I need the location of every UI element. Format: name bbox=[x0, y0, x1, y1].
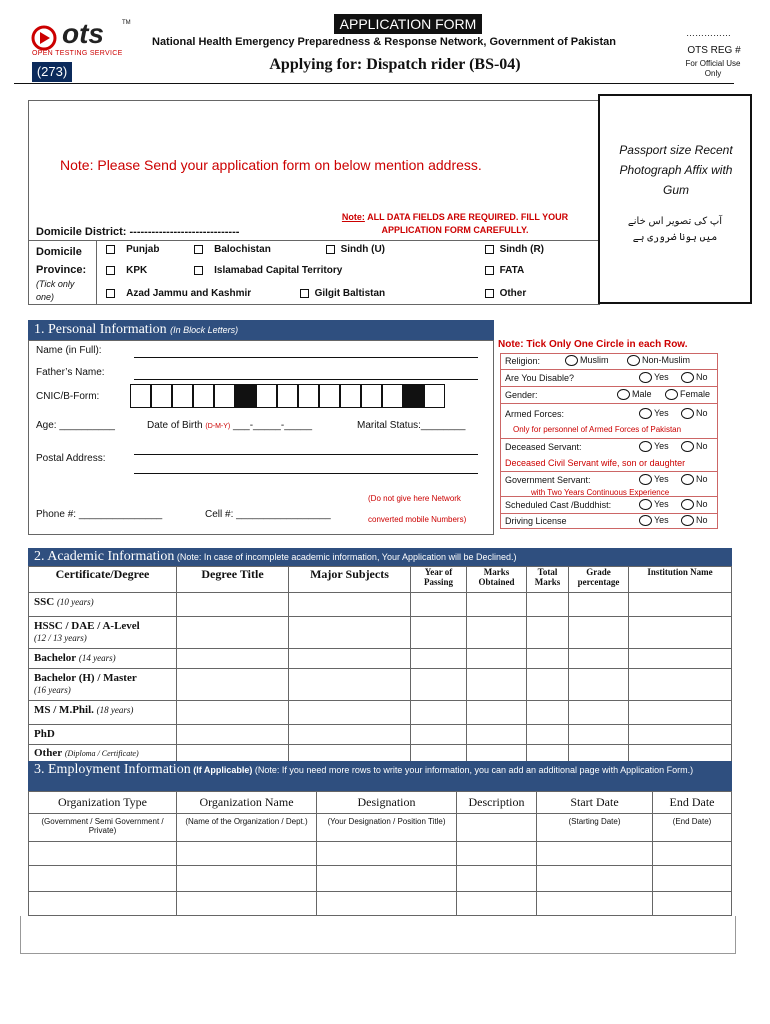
radio-circle[interactable] bbox=[565, 355, 578, 366]
province-option-balochistan[interactable] bbox=[194, 244, 271, 255]
degree-name: PhD bbox=[34, 728, 55, 740]
section-academic-header bbox=[28, 548, 732, 566]
option-label: Balochistan bbox=[214, 244, 271, 255]
table-cell[interactable] bbox=[569, 701, 629, 725]
degree-name: SSC bbox=[34, 596, 55, 608]
reg-dots: …………… bbox=[686, 28, 731, 38]
radio-circle[interactable] bbox=[639, 441, 652, 452]
table-cell[interactable] bbox=[569, 725, 629, 745]
table-cell[interactable] bbox=[629, 701, 732, 725]
table-cell[interactable] bbox=[527, 701, 569, 725]
armed-note: Only for personnel of Armed Forces of Pakistan bbox=[513, 425, 682, 434]
muslim-option[interactable] bbox=[565, 355, 609, 366]
degree-years: (12 / 13 years) bbox=[34, 633, 87, 643]
cnic-digit-box[interactable] bbox=[214, 384, 235, 408]
page-bottom-box bbox=[20, 916, 736, 954]
domicile-district[interactable]: Domicile District: ------------------------------ bbox=[36, 226, 240, 238]
photo-urdu-line1: آپ کی تصویر اس خانے bbox=[627, 216, 723, 227]
cnic-digit-box[interactable] bbox=[256, 384, 277, 408]
table-cell[interactable] bbox=[527, 593, 569, 617]
option-label: FATA bbox=[499, 265, 525, 276]
table-row[interactable] bbox=[29, 649, 732, 669]
table-cell[interactable] bbox=[289, 745, 411, 763]
checkbox[interactable] bbox=[485, 289, 494, 298]
radio-circle[interactable] bbox=[639, 408, 652, 419]
dob-field[interactable] bbox=[147, 420, 312, 431]
province-option-fata[interactable] bbox=[485, 265, 524, 276]
table-cell[interactable] bbox=[527, 725, 569, 745]
section-note: (Note: In case of incomplete academic information, Your Application will be Declined.) bbox=[174, 552, 517, 562]
cnic-digit-box[interactable] bbox=[382, 384, 403, 408]
table-cell[interactable] bbox=[537, 866, 653, 892]
name-field[interactable] bbox=[134, 346, 478, 358]
sub-end-date: (End Date) bbox=[653, 814, 732, 842]
form-code: (273) bbox=[32, 62, 72, 82]
cnic-digit-box[interactable] bbox=[151, 384, 172, 408]
col-year-passing: Year of Passing bbox=[411, 567, 467, 593]
table-cell[interactable] bbox=[177, 617, 289, 649]
province-option-kpk[interactable] bbox=[106, 265, 147, 276]
table-cell[interactable] bbox=[467, 593, 527, 617]
caste-row bbox=[501, 498, 717, 514]
section-applicable: (If Applicable) bbox=[190, 765, 253, 775]
table-cell[interactable] bbox=[317, 892, 457, 916]
row-label: Government Servant: bbox=[505, 475, 591, 485]
table-row[interactable] bbox=[29, 842, 732, 866]
checkbox[interactable] bbox=[194, 266, 203, 275]
radio-circle[interactable] bbox=[639, 474, 652, 485]
province-top-line bbox=[28, 240, 600, 241]
note-label: Note: bbox=[341, 212, 365, 222]
option-label: Yes bbox=[654, 372, 669, 382]
option-label: Female bbox=[680, 389, 711, 399]
applying-for: Applying for: Dispatch rider (BS-04) bbox=[269, 56, 521, 73]
radio-circle[interactable] bbox=[681, 372, 694, 383]
table-cell[interactable] bbox=[457, 866, 537, 892]
option-label: Muslim bbox=[580, 355, 609, 365]
network-note-1: (Do not give here Network bbox=[368, 494, 461, 503]
radio-circle[interactable] bbox=[681, 474, 694, 485]
yes-option[interactable] bbox=[639, 408, 669, 419]
province-option-punjab[interactable] bbox=[106, 244, 159, 255]
radio-circle[interactable] bbox=[639, 515, 652, 526]
photo-urdu-line2: میں ہونا ضروری ہے bbox=[632, 232, 718, 243]
row-label: Religion: bbox=[505, 356, 541, 366]
table-cell[interactable] bbox=[653, 842, 732, 866]
dob-label: Date of Birth bbox=[147, 420, 203, 431]
col-start-date: Start Date bbox=[537, 792, 653, 814]
yes-option[interactable] bbox=[639, 499, 669, 510]
checkbox[interactable] bbox=[300, 289, 309, 298]
option-label: Sindh (R) bbox=[499, 244, 544, 255]
male-option[interactable] bbox=[617, 389, 652, 400]
cnic-digit-box[interactable] bbox=[172, 384, 193, 408]
cnic-digit-box[interactable] bbox=[361, 384, 382, 408]
table-cell[interactable] bbox=[467, 669, 527, 701]
network-note-2: converted mobile Numbers) bbox=[368, 515, 467, 524]
table-cell[interactable] bbox=[527, 745, 569, 763]
row-label-cell bbox=[29, 669, 177, 701]
option-label: No bbox=[696, 474, 708, 484]
ots-logo bbox=[30, 18, 130, 60]
cnic-digit-box[interactable] bbox=[277, 384, 298, 408]
employment-table bbox=[28, 791, 732, 916]
age-field[interactable]: Age: __________ bbox=[36, 420, 115, 431]
cnic-digit-box[interactable] bbox=[193, 384, 214, 408]
radio-circle[interactable] bbox=[639, 372, 652, 383]
option-label: Male bbox=[632, 389, 652, 399]
table-row[interactable] bbox=[29, 866, 732, 892]
table-cell[interactable] bbox=[629, 617, 732, 649]
row-label-cell bbox=[29, 593, 177, 617]
col-certificate: Certificate/Degree bbox=[29, 567, 177, 593]
table-cell[interactable] bbox=[629, 745, 732, 763]
option-label: Yes bbox=[654, 499, 669, 509]
deceased-note: Deceased Civil Servant wife, son or daughter bbox=[505, 458, 686, 468]
table-row[interactable] bbox=[29, 701, 732, 725]
degree-name: Bachelor (H) / Master bbox=[34, 672, 137, 684]
col-major-subjects: Major Subjects bbox=[289, 567, 411, 593]
logo-tagline: OPEN TESTING SERVICE bbox=[32, 50, 123, 57]
no-option[interactable] bbox=[681, 515, 708, 526]
data-required-note bbox=[320, 211, 590, 237]
col-end-date: End Date bbox=[653, 792, 732, 814]
table-cell[interactable] bbox=[289, 669, 411, 701]
table-cell[interactable] bbox=[527, 649, 569, 669]
license-row bbox=[501, 514, 717, 530]
col-degree-title: Degree Title bbox=[177, 567, 289, 593]
row-label: Scheduled Cast /Buddhist: bbox=[505, 500, 612, 510]
table-cell[interactable] bbox=[411, 617, 467, 649]
table-cell[interactable] bbox=[653, 892, 732, 916]
form-title: APPLICATION FORM bbox=[334, 14, 482, 34]
row-label: Deceased Servant: bbox=[505, 442, 582, 452]
tick-panel bbox=[500, 353, 718, 529]
ots-reg-label: OTS REG # bbox=[687, 45, 741, 56]
section-title: 1. Personal Information bbox=[34, 322, 167, 337]
radio-circle[interactable] bbox=[681, 441, 694, 452]
table-cell[interactable] bbox=[289, 649, 411, 669]
radio-circle[interactable] bbox=[681, 515, 694, 526]
degree-name: MS / M.Phil. bbox=[34, 704, 94, 716]
logo-tm: TM bbox=[122, 20, 131, 26]
no-option[interactable] bbox=[681, 441, 708, 452]
province-option-ajk[interactable] bbox=[106, 288, 251, 299]
table-cell[interactable] bbox=[629, 593, 732, 617]
section-sub: (In Block Letters) bbox=[170, 325, 239, 335]
table-cell[interactable] bbox=[467, 725, 527, 745]
sub-org-type: (Government / Semi Government / Private) bbox=[29, 814, 177, 842]
table-cell[interactable] bbox=[317, 866, 457, 892]
table-cell[interactable] bbox=[317, 842, 457, 866]
table-cell[interactable] bbox=[467, 649, 527, 669]
province-option-sindh-r[interactable] bbox=[485, 244, 544, 255]
armed-row bbox=[501, 405, 717, 439]
col-org-name: Organization Name bbox=[177, 792, 317, 814]
row-label: Driving License bbox=[505, 516, 567, 526]
father-label: Father’s Name: bbox=[36, 367, 105, 378]
radio-circle[interactable] bbox=[627, 355, 640, 366]
header-rule bbox=[14, 83, 734, 84]
table-cell[interactable] bbox=[467, 745, 527, 763]
table-cell[interactable] bbox=[467, 701, 527, 725]
degree-years: (Diploma / Certificate) bbox=[64, 749, 139, 758]
table-cell[interactable] bbox=[527, 669, 569, 701]
address-note: Note: Please Send your application form on below mention address. bbox=[60, 157, 482, 173]
table-cell[interactable] bbox=[289, 725, 411, 745]
table-cell[interactable] bbox=[29, 866, 177, 892]
option-label: Yes bbox=[654, 408, 669, 418]
table-cell[interactable] bbox=[289, 593, 411, 617]
row-label-cell bbox=[29, 745, 177, 763]
section-title: 2. Academic Information bbox=[34, 549, 175, 564]
table-cell[interactable] bbox=[411, 701, 467, 725]
table-cell[interactable] bbox=[467, 617, 527, 649]
table-cell[interactable] bbox=[29, 892, 177, 916]
table-cell[interactable] bbox=[177, 669, 289, 701]
option-label: Sindh (U) bbox=[340, 244, 385, 255]
radio-circle[interactable] bbox=[639, 499, 652, 510]
checkbox[interactable] bbox=[485, 245, 494, 254]
table-cell[interactable] bbox=[653, 866, 732, 892]
section-personal-header bbox=[28, 320, 494, 340]
checkbox[interactable] bbox=[106, 289, 115, 298]
province-option-other[interactable] bbox=[485, 288, 526, 299]
tick-only-note: (Tick only one) bbox=[36, 279, 75, 302]
cnic-digit-box[interactable] bbox=[130, 384, 151, 408]
note-text: ALL DATA FIELDS ARE REQUIRED. FILL YOUR APPLICATION FORM CAREFULLY. bbox=[364, 212, 569, 235]
photo-box[interactable] bbox=[598, 94, 752, 304]
no-option[interactable] bbox=[681, 372, 708, 383]
deceased-row bbox=[501, 440, 717, 472]
table-cell[interactable] bbox=[569, 593, 629, 617]
row-label: Gender: bbox=[505, 390, 538, 400]
employment-subheader-row bbox=[29, 814, 732, 842]
col-description: Description bbox=[457, 792, 537, 814]
province-option-gb[interactable] bbox=[300, 288, 385, 299]
cnic-separator bbox=[403, 384, 424, 408]
degree-years: (10 years) bbox=[56, 597, 94, 607]
academic-header-row bbox=[29, 567, 732, 593]
dob-format: (D-M-Y) bbox=[205, 423, 231, 430]
option-label: No bbox=[696, 441, 708, 451]
table-row[interactable] bbox=[29, 892, 732, 916]
table-cell[interactable] bbox=[569, 669, 629, 701]
col-designation: Designation bbox=[317, 792, 457, 814]
table-row[interactable] bbox=[29, 669, 732, 701]
cnic-digit-box[interactable] bbox=[340, 384, 361, 408]
row-label-cell bbox=[29, 701, 177, 725]
province-label-2: Province: bbox=[36, 264, 87, 276]
yes-option[interactable] bbox=[639, 474, 669, 485]
col-marks-obtained: Marks Obtained bbox=[467, 567, 527, 593]
marital-status-field[interactable]: Marital Status:________ bbox=[357, 420, 466, 431]
row-label-cell bbox=[29, 617, 177, 649]
table-cell[interactable] bbox=[537, 842, 653, 866]
logo-mark-icon bbox=[30, 24, 60, 52]
table-cell[interactable] bbox=[629, 649, 732, 669]
province-option-sindh-u[interactable] bbox=[326, 244, 385, 255]
table-cell[interactable] bbox=[177, 725, 289, 745]
disable-row bbox=[501, 371, 717, 387]
option-label: No bbox=[696, 372, 708, 382]
yes-option[interactable] bbox=[639, 515, 669, 526]
phone-field[interactable]: Phone #: _______________ bbox=[36, 509, 163, 520]
table-cell[interactable] bbox=[629, 725, 732, 745]
postal-label: Postal Address: bbox=[36, 453, 106, 464]
academic-table bbox=[28, 566, 732, 763]
option-label: Yes bbox=[654, 474, 669, 484]
row-label: Are You Disable? bbox=[505, 373, 575, 383]
religion-row bbox=[501, 354, 717, 370]
govt-row bbox=[501, 473, 717, 497]
option-label: No bbox=[696, 515, 708, 525]
option-label: Gilgit Baltistan bbox=[314, 288, 386, 299]
dob-blank: ___-_____-_____ bbox=[233, 420, 313, 431]
table-cell[interactable] bbox=[527, 617, 569, 649]
checkbox[interactable] bbox=[326, 245, 335, 254]
checkbox[interactable] bbox=[106, 245, 115, 254]
checkbox[interactable] bbox=[194, 245, 203, 254]
cnic-boxes[interactable] bbox=[130, 384, 445, 408]
table-cell[interactable] bbox=[569, 649, 629, 669]
org-name: National Health Emergency Preparedness & Response Network, Government of Pakistan bbox=[152, 36, 616, 48]
cnic-label: CNIC/B-Form: bbox=[36, 391, 100, 402]
sub-start-date: (Starting Date) bbox=[537, 814, 653, 842]
name-label: Name (in Full): bbox=[36, 345, 102, 356]
checkbox[interactable] bbox=[485, 266, 494, 275]
father-field[interactable] bbox=[134, 368, 478, 380]
tick-note: Note: Tick Only One Circle in each Row. bbox=[498, 339, 688, 350]
option-label: Azad Jammu and Kashmir bbox=[126, 288, 252, 299]
degree-years: (16 years) bbox=[34, 685, 71, 695]
col-institution: Institution Name bbox=[629, 567, 732, 593]
table-cell[interactable] bbox=[177, 842, 317, 866]
table-row[interactable] bbox=[29, 725, 732, 745]
cnic-digit-box[interactable] bbox=[319, 384, 340, 408]
table-row[interactable] bbox=[29, 745, 732, 763]
option-label: Yes bbox=[654, 515, 669, 525]
yes-option[interactable] bbox=[639, 441, 669, 452]
radio-circle[interactable] bbox=[665, 389, 678, 400]
nonmuslim-option[interactable] bbox=[627, 355, 690, 366]
province-option-ict[interactable] bbox=[194, 265, 342, 276]
table-cell[interactable] bbox=[177, 701, 289, 725]
section-employment-header bbox=[28, 761, 732, 791]
table-cell[interactable] bbox=[569, 745, 629, 763]
official-use-label: For Official Use Only bbox=[685, 59, 741, 78]
col-org-type: Organization Type bbox=[29, 792, 177, 814]
degree-name: Bachelor bbox=[34, 652, 77, 664]
no-option[interactable] bbox=[681, 408, 708, 419]
section-note: (Note: If you need more rows to write your information, you can add an additional page with Application Form.) bbox=[252, 765, 694, 775]
row-label-cell bbox=[29, 725, 177, 745]
table-cell[interactable] bbox=[411, 649, 467, 669]
checkbox[interactable] bbox=[106, 266, 115, 275]
yes-option[interactable] bbox=[639, 372, 669, 383]
radio-circle[interactable] bbox=[617, 389, 630, 400]
table-cell[interactable] bbox=[177, 892, 317, 916]
option-label: Other bbox=[499, 288, 527, 299]
table-cell[interactable] bbox=[177, 593, 289, 617]
table-cell[interactable] bbox=[177, 745, 289, 763]
degree-years: (18 years) bbox=[96, 705, 134, 715]
col-grade: Grade percentage bbox=[569, 567, 629, 593]
table-cell[interactable] bbox=[411, 725, 467, 745]
cnic-digit-box[interactable] bbox=[298, 384, 319, 408]
table-cell[interactable] bbox=[177, 649, 289, 669]
option-label: Islamabad Capital Territory bbox=[214, 265, 343, 276]
employment-header-row bbox=[29, 792, 732, 814]
option-label: Yes bbox=[654, 441, 669, 451]
degree-name: HSSC / DAE / A-Level bbox=[34, 620, 140, 632]
postal-line-2[interactable] bbox=[134, 462, 478, 474]
table-cell[interactable] bbox=[411, 745, 467, 763]
table-cell[interactable] bbox=[289, 617, 411, 649]
sub-designation: (Your Designation / Position Title) bbox=[317, 814, 457, 842]
govt-note: with Two Years Continuous Experience bbox=[531, 488, 670, 497]
option-label: Punjab bbox=[126, 244, 160, 255]
postal-line-1[interactable] bbox=[134, 443, 478, 455]
table-cell[interactable] bbox=[629, 669, 732, 701]
row-label-cell bbox=[29, 649, 177, 669]
radio-circle[interactable] bbox=[681, 408, 694, 419]
cnic-separator bbox=[235, 384, 256, 408]
section-title: 3. Employment Information bbox=[34, 762, 191, 777]
row-label: Armed Forces: bbox=[505, 409, 565, 419]
province-col-line bbox=[96, 240, 97, 305]
sub-org-name: (Name of the Organization / Dept.) bbox=[177, 814, 317, 842]
table-cell[interactable] bbox=[177, 866, 317, 892]
gender-row bbox=[501, 388, 717, 404]
province-label-1: Domicile bbox=[36, 246, 82, 258]
photo-instructions: Passport size Recent Photograph Affix with Gum bbox=[619, 143, 733, 197]
radio-circle[interactable] bbox=[681, 499, 694, 510]
degree-name: Other bbox=[34, 747, 63, 759]
table-cell[interactable] bbox=[289, 701, 411, 725]
table-row[interactable] bbox=[29, 617, 732, 649]
option-label: No bbox=[696, 408, 708, 418]
cell-field[interactable]: Cell #: _________________ bbox=[205, 509, 331, 520]
option-label: Non-Muslim bbox=[642, 355, 691, 365]
cnic-digit-box[interactable] bbox=[424, 384, 445, 408]
sub-description bbox=[457, 814, 537, 842]
degree-years: (14 years) bbox=[78, 653, 116, 663]
table-cell[interactable] bbox=[457, 842, 537, 866]
option-label: KPK bbox=[126, 265, 148, 276]
table-cell[interactable] bbox=[29, 842, 177, 866]
female-option[interactable] bbox=[665, 389, 710, 400]
col-total-marks: Total Marks bbox=[527, 567, 569, 593]
province-label bbox=[36, 243, 86, 279]
no-option[interactable] bbox=[681, 499, 708, 510]
logo-text: ots bbox=[62, 18, 104, 49]
table-cell[interactable] bbox=[537, 892, 653, 916]
table-row[interactable] bbox=[29, 593, 732, 617]
table-cell[interactable] bbox=[569, 617, 629, 649]
table-cell[interactable] bbox=[457, 892, 537, 916]
table-cell[interactable] bbox=[411, 669, 467, 701]
no-option[interactable] bbox=[681, 474, 708, 485]
option-label: No bbox=[696, 499, 708, 509]
table-cell[interactable] bbox=[411, 593, 467, 617]
